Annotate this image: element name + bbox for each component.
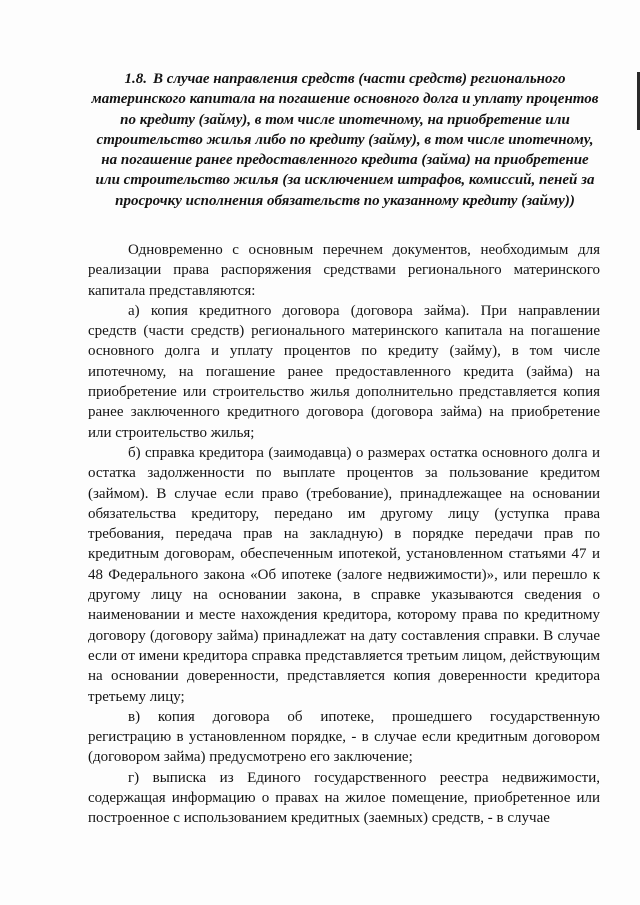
section-title: В случае направления средств (части средств) регионального материнского капитала на погашение основного долга и уплату процентов по кредиту (займу), в том числе ипотечному, на приобретение или строительство жилья либо по кредиту (займу), в том числе ипотечному, на погашение ранее предоставленного кредита (займа) на приобретение или строительство жилья (за исключением штрафов, комиссий, пеней за просрочку исполнения обязательств по указанному кредиту (займу)) — [91, 71, 599, 209]
document-body — [88, 240, 600, 829]
item-a-paragraph: а) копия кредитного договора (договора займа). При направлении средств (части средств) регионального материнского капитала на погашение основного долга и уплату процентов по кредиту (займу), в том числе ипотечному, на погашение ранее предоставленного кредита (займа) на приобретение или строительство жилья дополнительно представляется копия ранее заключенного кредитного договора (договора займа) на приобретение или строительство жилья; — [88, 302, 600, 441]
section-heading — [90, 69, 600, 211]
item-b-paragraph: б) справка кредитора (заимодавца) о размерах остатка основного долга и остатка задолженности по выплате процентов за пользование кредитом (займом). В случае если право (требование), принадлежащее на основании обязательства кредитору, передано им другому лицу (уступка права требования, передача прав на закладную) в порядке передачи прав по кредитным договорам, обеспеченным ипотекой, установленном статьями 47 и 48 Федерального закона «Об ипотеке (залоге недвижимости)», или перешло к другому лицу на основании закона, в справке указываются сведения о наименовании и месте нахождения кредитора, которому права по кредитному договору (договору займа) принадлежат на дату составления справки. В случае если от имени кредитора справка представляется третьим лицом, действующим на основании доверенности, представляется копия доверенности кредитора третьему лицу; — [88, 444, 600, 705]
section-number: 1.8. — [124, 71, 147, 87]
item-g-paragraph: г) выписка из Единого государственного реестра недвижимости, содержащая информацию о правах на жилое помещение, приобретенное или построенное с использованием кредитных (заемных) средств, - в случае — [88, 769, 600, 827]
item-v-paragraph: в) копия договора об ипотеке, прошедшего государственную регистрацию в установленном порядке, - в случае если кредитным договором (договором займа) предусмотрено его заключение; — [88, 708, 600, 766]
intro-paragraph: Одновременно с основным перечнем документов, необходимым для реализации права распоряжения средствами регионального материнского капитала представляются: — [88, 242, 600, 299]
